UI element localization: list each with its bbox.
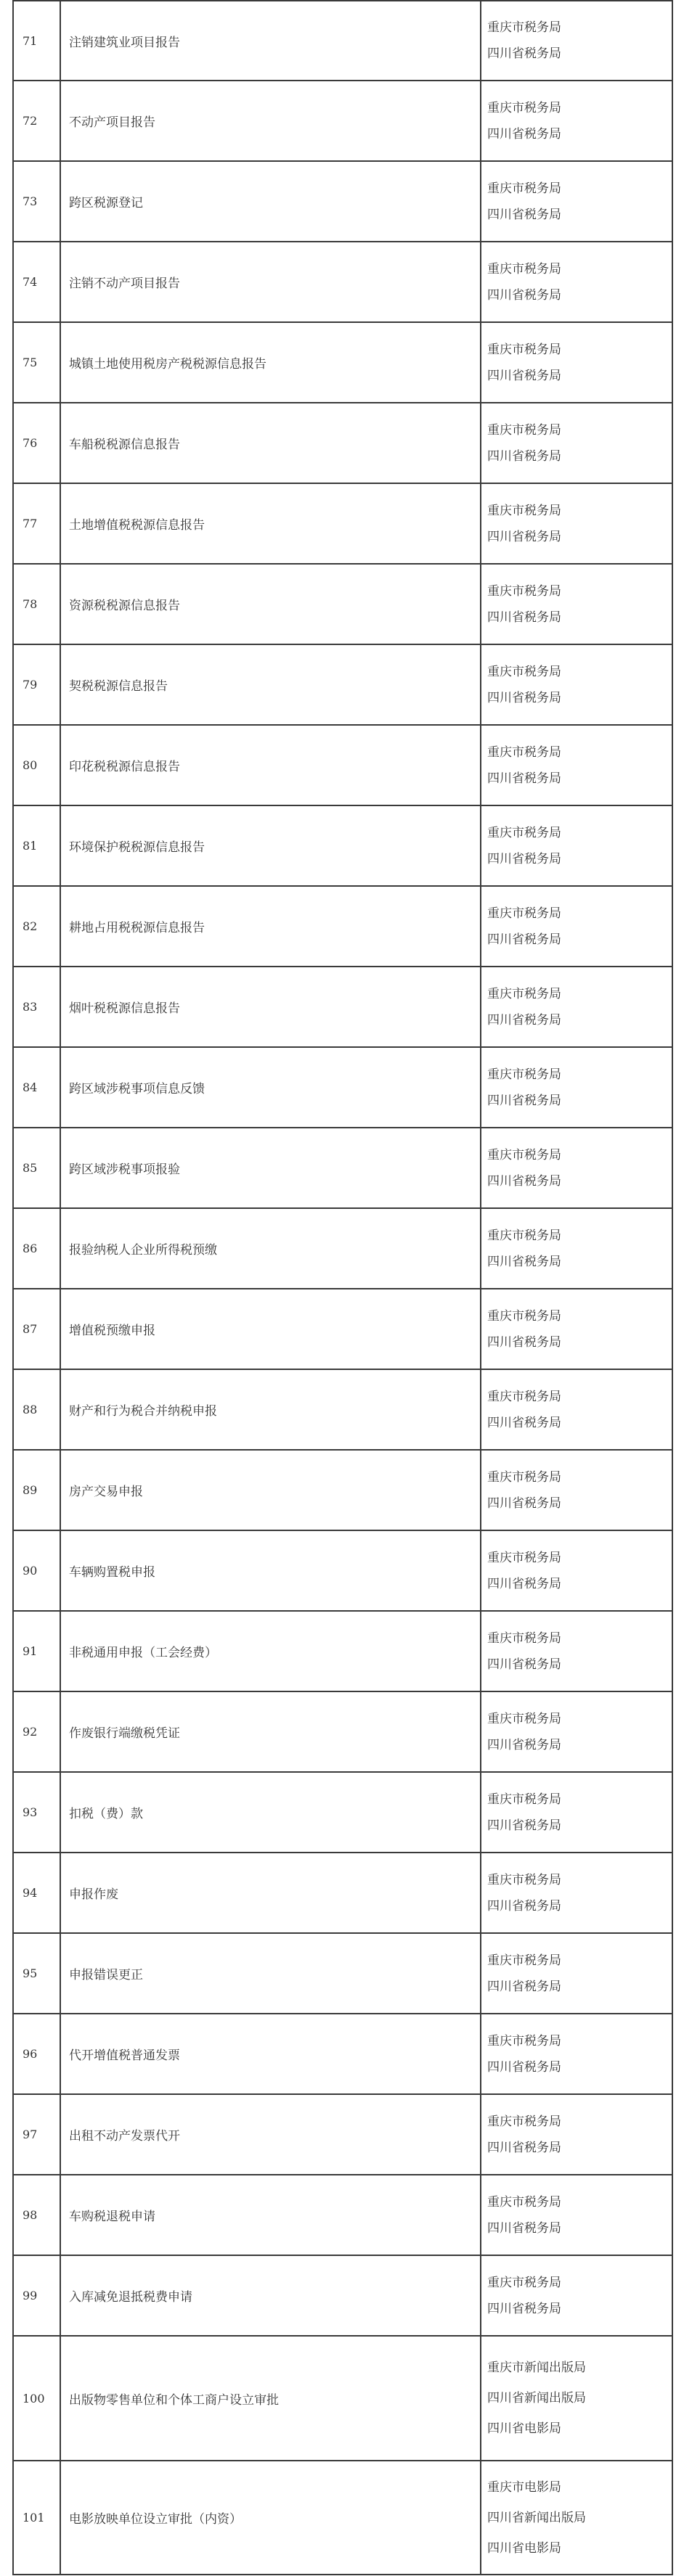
department-name: 重庆市税务局: [487, 2114, 561, 2129]
department-name: 重庆市税务局: [487, 1067, 561, 1082]
department-name: 重庆市税务局: [487, 583, 561, 599]
department-cell: [481, 1289, 672, 1369]
table-row: [13, 483, 672, 564]
item-name: 城镇土地使用税房产税税源信息报告: [60, 322, 481, 403]
row-number: 95: [13, 1933, 60, 2014]
department-name: 四川省税务局: [487, 1093, 561, 1108]
department-cell: [481, 1450, 672, 1530]
row-number: 73: [13, 161, 60, 242]
department-cell: [481, 483, 672, 564]
row-number: 98: [13, 2175, 60, 2255]
table-row: [13, 1208, 672, 1289]
department-name: 四川省税务局: [487, 46, 561, 61]
department-cell: [481, 2461, 672, 2575]
table-row: [13, 886, 672, 967]
row-number: 85: [13, 1128, 60, 1208]
department-cell: [481, 644, 672, 725]
department-name: 重庆市税务局: [487, 2275, 561, 2290]
department-name: 重庆市税务局: [487, 1228, 561, 1243]
table-row: [13, 1772, 672, 1853]
row-number: 72: [13, 81, 60, 161]
item-name: 增值税预缴申报: [60, 1289, 481, 1369]
item-name: 印花税税源信息报告: [60, 725, 481, 805]
item-name: 环境保护税税源信息报告: [60, 805, 481, 886]
department-name: 重庆市税务局: [487, 181, 561, 196]
item-name: 申报作废: [60, 1853, 481, 1933]
department-name: 四川省税务局: [487, 2220, 561, 2236]
department-name: 四川省税务局: [487, 1496, 561, 1511]
table-row: [13, 1369, 672, 1450]
department-cell: [481, 81, 672, 161]
department-name: 重庆市税务局: [487, 1872, 561, 1887]
department-name: 重庆市税务局: [487, 1792, 561, 1807]
row-number: 77: [13, 483, 60, 564]
department-cell: [481, 403, 672, 483]
department-name: 四川省税务局: [487, 690, 561, 705]
department-name: 四川省新闻出版局: [487, 2510, 586, 2525]
department-name: 重庆市税务局: [487, 100, 561, 115]
item-name: 扣税（费）款: [60, 1772, 481, 1853]
item-name: 电影放映单位设立审批（内资）: [60, 2461, 481, 2575]
row-number: 100: [13, 2336, 60, 2461]
department-name: 四川省新闻出版局: [487, 2391, 586, 2405]
item-name: 代开增值税普通发票: [60, 2014, 481, 2094]
department-name: 四川省税务局: [487, 1657, 561, 1672]
department-cell: [481, 322, 672, 403]
table-row: [13, 2014, 672, 2094]
department-name: 重庆市税务局: [487, 1630, 561, 1646]
row-number: 75: [13, 322, 60, 403]
row-number: 86: [13, 1208, 60, 1289]
table-row: [13, 564, 672, 644]
row-number: 74: [13, 242, 60, 322]
department-name: 重庆市税务局: [487, 1711, 561, 1726]
row-number: 89: [13, 1450, 60, 1530]
department-name: 重庆市新闻出版局: [487, 2360, 586, 2375]
department-name: 重庆市税务局: [487, 986, 561, 1001]
item-table-body: [13, 1, 672, 2575]
table-row: [13, 1691, 672, 1772]
department-cell: [481, 242, 672, 322]
item-name: 房产交易申报: [60, 1450, 481, 1530]
department-cell: [481, 725, 672, 805]
department-name: 四川省税务局: [487, 207, 561, 222]
department-name: 四川省税务局: [487, 610, 561, 625]
row-number: 80: [13, 725, 60, 805]
department-name: 重庆市税务局: [487, 342, 561, 357]
item-name: 报验纳税人企业所得税预缴: [60, 1208, 481, 1289]
department-name: 四川省税务局: [487, 932, 561, 947]
department-name: 四川省税务局: [487, 1173, 561, 1189]
department-name: 四川省税务局: [487, 287, 561, 303]
item-name: 申报错误更正: [60, 1933, 481, 2014]
table-row: [13, 2175, 672, 2255]
department-cell: [481, 1128, 672, 1208]
item-name: 作废银行端缴税凭证: [60, 1691, 481, 1772]
department-name: 重庆市税务局: [487, 20, 561, 35]
department-name: 重庆市税务局: [487, 906, 561, 921]
row-number: 81: [13, 805, 60, 886]
table-row: [13, 1047, 672, 1128]
item-name: 跨区域涉税事项信息反馈: [60, 1047, 481, 1128]
department-cell: [481, 1047, 672, 1128]
department-name: 四川省税务局: [487, 529, 561, 544]
department-cell: [481, 2336, 672, 2461]
department-cell: [481, 2255, 672, 2336]
row-number: 88: [13, 1369, 60, 1450]
department-cell: [481, 967, 672, 1047]
department-name: 四川省税务局: [487, 1415, 561, 1430]
item-name: 土地增值税税源信息报告: [60, 483, 481, 564]
department-name: 重庆市税务局: [487, 745, 561, 760]
department-name: 四川省税务局: [487, 2059, 561, 2075]
item-name: 注销建筑业项目报告: [60, 1, 481, 81]
item-name: 车辆购置税申报: [60, 1530, 481, 1611]
table-row: [13, 81, 672, 161]
department-name: 重庆市税务局: [487, 1389, 561, 1404]
row-number: 99: [13, 2255, 60, 2336]
department-cell: [481, 1369, 672, 1450]
row-number: 79: [13, 644, 60, 725]
item-name: 注销不动产项目报告: [60, 242, 481, 322]
table-row: [13, 1128, 672, 1208]
table-row: [13, 805, 672, 886]
department-name: 重庆市税务局: [487, 503, 561, 518]
department-cell: [481, 886, 672, 967]
row-number: 78: [13, 564, 60, 644]
table-row: [13, 1611, 672, 1691]
table-row: [13, 2094, 672, 2175]
department-name: 四川省税务局: [487, 1737, 561, 1752]
row-number: 96: [13, 2014, 60, 2094]
table-row: [13, 725, 672, 805]
department-name: 四川省税务局: [487, 1979, 561, 1994]
department-name: 重庆市税务局: [487, 2033, 561, 2048]
item-name: 车购税退税申请: [60, 2175, 481, 2255]
row-number: 83: [13, 967, 60, 1047]
department-cell: [481, 2014, 672, 2094]
item-name: 车船税税源信息报告: [60, 403, 481, 483]
row-number: 71: [13, 1, 60, 81]
department-cell: [481, 1, 672, 81]
table-row: [13, 2461, 672, 2575]
table-row: [13, 1853, 672, 1933]
item-name: 出租不动产发票代开: [60, 2094, 481, 2175]
department-name: 重庆市税务局: [487, 1147, 561, 1162]
table-row: [13, 967, 672, 1047]
department-name: 四川省税务局: [487, 771, 561, 786]
row-number: 87: [13, 1289, 60, 1369]
department-cell: [481, 1933, 672, 2014]
item-name: 跨区域涉税事项报验: [60, 1128, 481, 1208]
item-name: 入库减免退抵税费申请: [60, 2255, 481, 2336]
table-row: [13, 1530, 672, 1611]
row-number: 97: [13, 2094, 60, 2175]
department-name: 四川省税务局: [487, 851, 561, 866]
table-row: [13, 242, 672, 322]
department-cell: [481, 1611, 672, 1691]
row-number: 84: [13, 1047, 60, 1128]
department-name: 重庆市税务局: [487, 1550, 561, 1565]
item-name: 烟叶税税源信息报告: [60, 967, 481, 1047]
department-cell: [481, 2175, 672, 2255]
item-name: 资源税税源信息报告: [60, 564, 481, 644]
row-number: 82: [13, 886, 60, 967]
table-row: [13, 1289, 672, 1369]
department-cell: [481, 1853, 672, 1933]
department-name: 重庆市税务局: [487, 825, 561, 840]
row-number: 76: [13, 403, 60, 483]
table-row: [13, 644, 672, 725]
department-cell: [481, 1691, 672, 1772]
table-row: [13, 161, 672, 242]
department-name: 四川省电影局: [487, 2421, 561, 2436]
item-name: 财产和行为税合并纳税申报: [60, 1369, 481, 1450]
table-row: [13, 1450, 672, 1530]
item-name: 跨区税源登记: [60, 161, 481, 242]
department-name: 四川省税务局: [487, 1818, 561, 1833]
department-cell: [481, 1208, 672, 1289]
row-number: 90: [13, 1530, 60, 1611]
department-name: 四川省税务局: [487, 2301, 561, 2316]
department-name: 四川省电影局: [487, 2540, 561, 2556]
department-name: 重庆市电影局: [487, 2479, 561, 2495]
department-name: 四川省税务局: [487, 1254, 561, 1269]
department-cell: [481, 2094, 672, 2175]
department-name: 重庆市税务局: [487, 1469, 561, 1485]
department-name: 四川省税务局: [487, 1898, 561, 1913]
department-name: 四川省税务局: [487, 448, 561, 464]
department-cell: [481, 805, 672, 886]
item-table: [12, 0, 673, 2575]
department-name: 四川省税务局: [487, 126, 561, 141]
table-row: [13, 2255, 672, 2336]
department-cell: [481, 161, 672, 242]
department-name: 重庆市税务局: [487, 2194, 561, 2210]
department-name: 重庆市税务局: [487, 664, 561, 679]
item-name: 非税通用申报（工会经费）: [60, 1611, 481, 1691]
department-name: 四川省税务局: [487, 368, 561, 383]
department-cell: [481, 564, 672, 644]
table-row: [13, 403, 672, 483]
department-cell: [481, 1772, 672, 1853]
department-name: 重庆市税务局: [487, 1308, 561, 1324]
department-name: 重庆市税务局: [487, 261, 561, 276]
row-number: 93: [13, 1772, 60, 1853]
row-number: 92: [13, 1691, 60, 1772]
department-name: 四川省税务局: [487, 1576, 561, 1591]
department-cell: [481, 1530, 672, 1611]
department-name: 重庆市税务局: [487, 422, 561, 438]
table-row: [13, 1933, 672, 2014]
item-name: 契税税源信息报告: [60, 644, 481, 725]
item-name: 耕地占用税税源信息报告: [60, 886, 481, 967]
row-number: 91: [13, 1611, 60, 1691]
department-name: 四川省税务局: [487, 1334, 561, 1350]
table-row: [13, 2336, 672, 2461]
item-name: 出版物零售单位和个体工商户设立审批: [60, 2336, 481, 2461]
table-row: [13, 1, 672, 81]
item-name: 不动产项目报告: [60, 81, 481, 161]
row-number: 94: [13, 1853, 60, 1933]
row-number: 101: [13, 2461, 60, 2575]
department-name: 四川省税务局: [487, 2140, 561, 2155]
department-name: 四川省税务局: [487, 1012, 561, 1027]
department-name: 重庆市税务局: [487, 1953, 561, 1968]
table-row: [13, 322, 672, 403]
